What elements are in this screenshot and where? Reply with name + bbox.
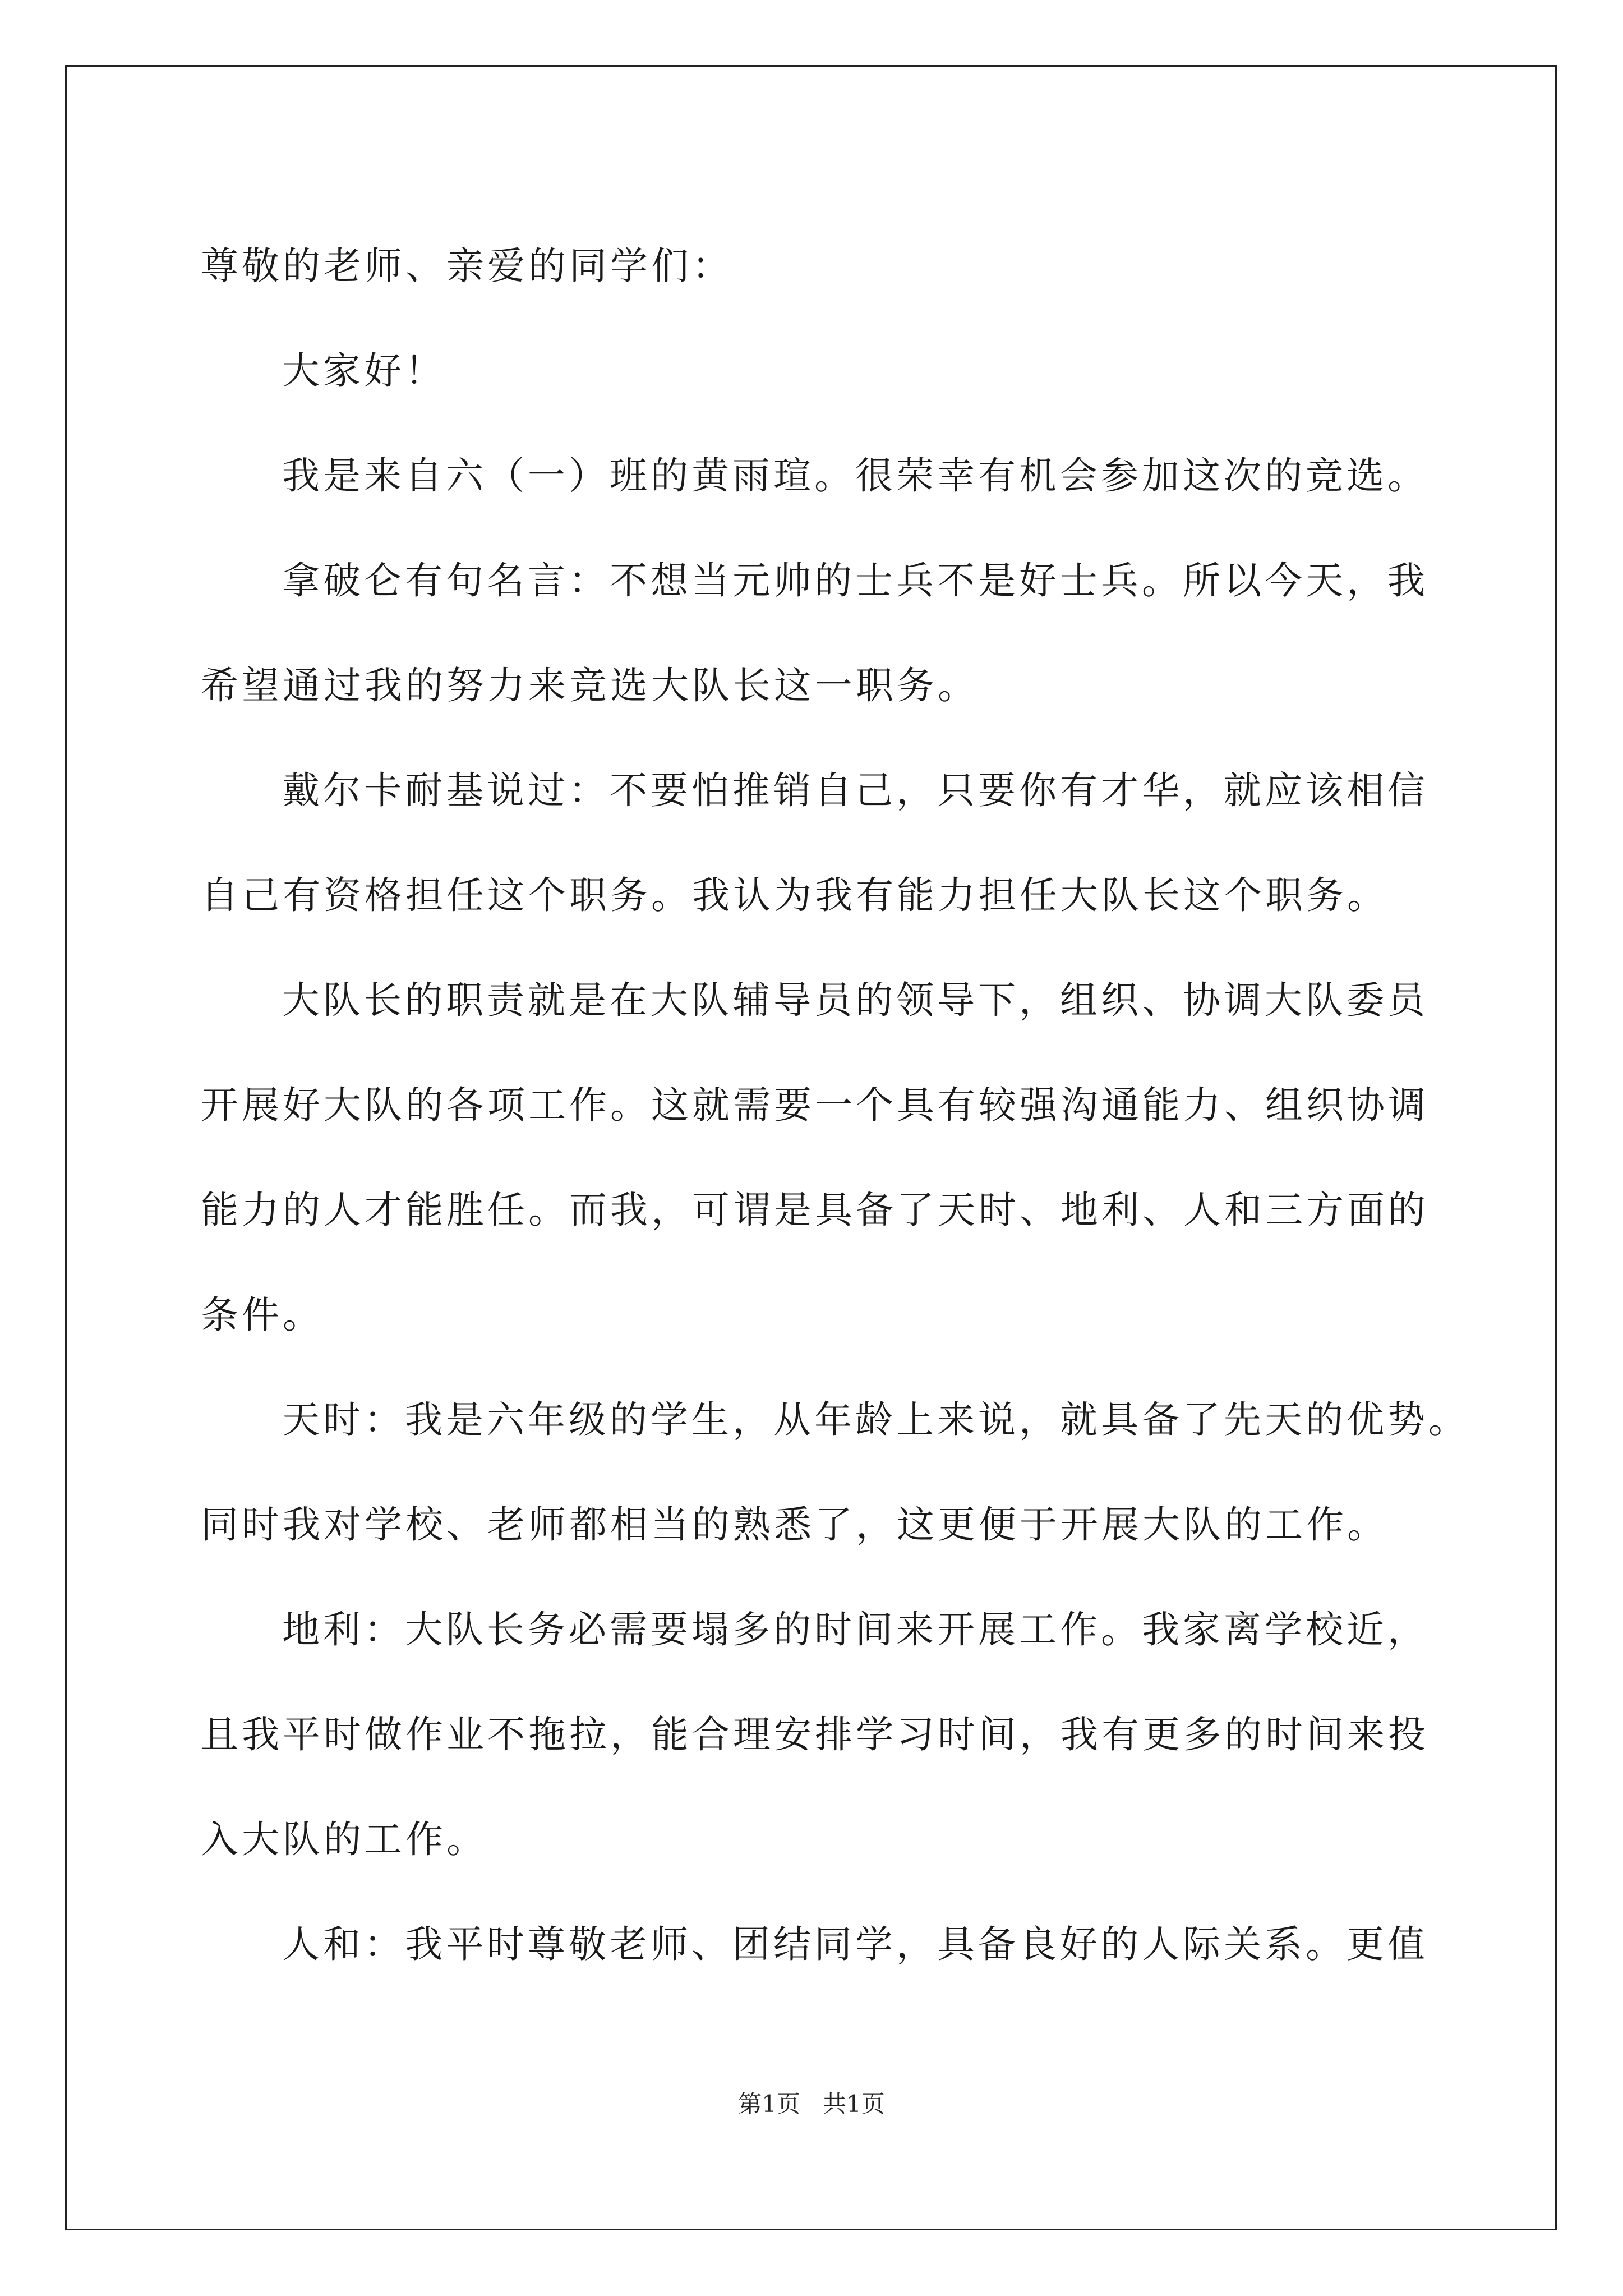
document-body xyxy=(201,214,1469,1997)
paragraph-line: 大队长的职责就是在大队辅导员的领导下，组织、协调大队委员 xyxy=(282,978,1428,1022)
paragraph-line: 希望通过我的努力来竞选大队长这一职务。 xyxy=(201,664,979,707)
paragraph-line: 戴尔卡耐基说过：不要怕推销自己，只要你有才华，就应该相信 xyxy=(282,769,1428,812)
paragraph-line: 自己有资格担任这个职务。我认为我有能力担任大队长这个职务。 xyxy=(201,873,1388,917)
paragraph-line: 地利：大队长务必需要塌多的时间来开展工作。我家离学校近， xyxy=(282,1608,1428,1651)
page-footer: 第1页 共1页 xyxy=(738,2090,885,2118)
paragraph-line: 我是来自六（一）班的黄雨瑄。很荣幸有机会参加这次的竞选。 xyxy=(282,454,1428,498)
paragraph-line: 且我平时做作业不拖拉，能合理安排学习时间，我有更多的时间来投 xyxy=(201,1713,1429,1756)
paragraph-line: 入大队的工作。 xyxy=(201,1818,487,1861)
paragraph-line: 大家好！ xyxy=(282,349,446,393)
paragraph-line: 能力的人才能胜任。而我，可谓是具备了天时、地利、人和三方面的 xyxy=(201,1188,1429,1232)
paragraph-line: 人和：我平时尊敬老师、团结同学，具备良好的人际关系。更值 xyxy=(282,1922,1428,1966)
paragraph-line: 拿破仑有句名言：不想当元帅的士兵不是好士兵。所以今天，我 xyxy=(282,559,1428,602)
salutation: 尊敬的老师、亲爱的同学们： xyxy=(201,244,733,288)
paragraph-line: 条件。 xyxy=(201,1293,324,1337)
paragraph-line: 开展好大队的各项工作。这就需要一个具有较强沟通能力、组织协调 xyxy=(201,1083,1429,1127)
paragraph-line: 同时我对学校、老师都相当的熟悉了，这更便于开展大队的工作。 xyxy=(201,1503,1388,1547)
paragraph-line: 天时：我是六年级的学生，从年龄上来说，就具备了先天的优势。 xyxy=(282,1398,1469,1442)
